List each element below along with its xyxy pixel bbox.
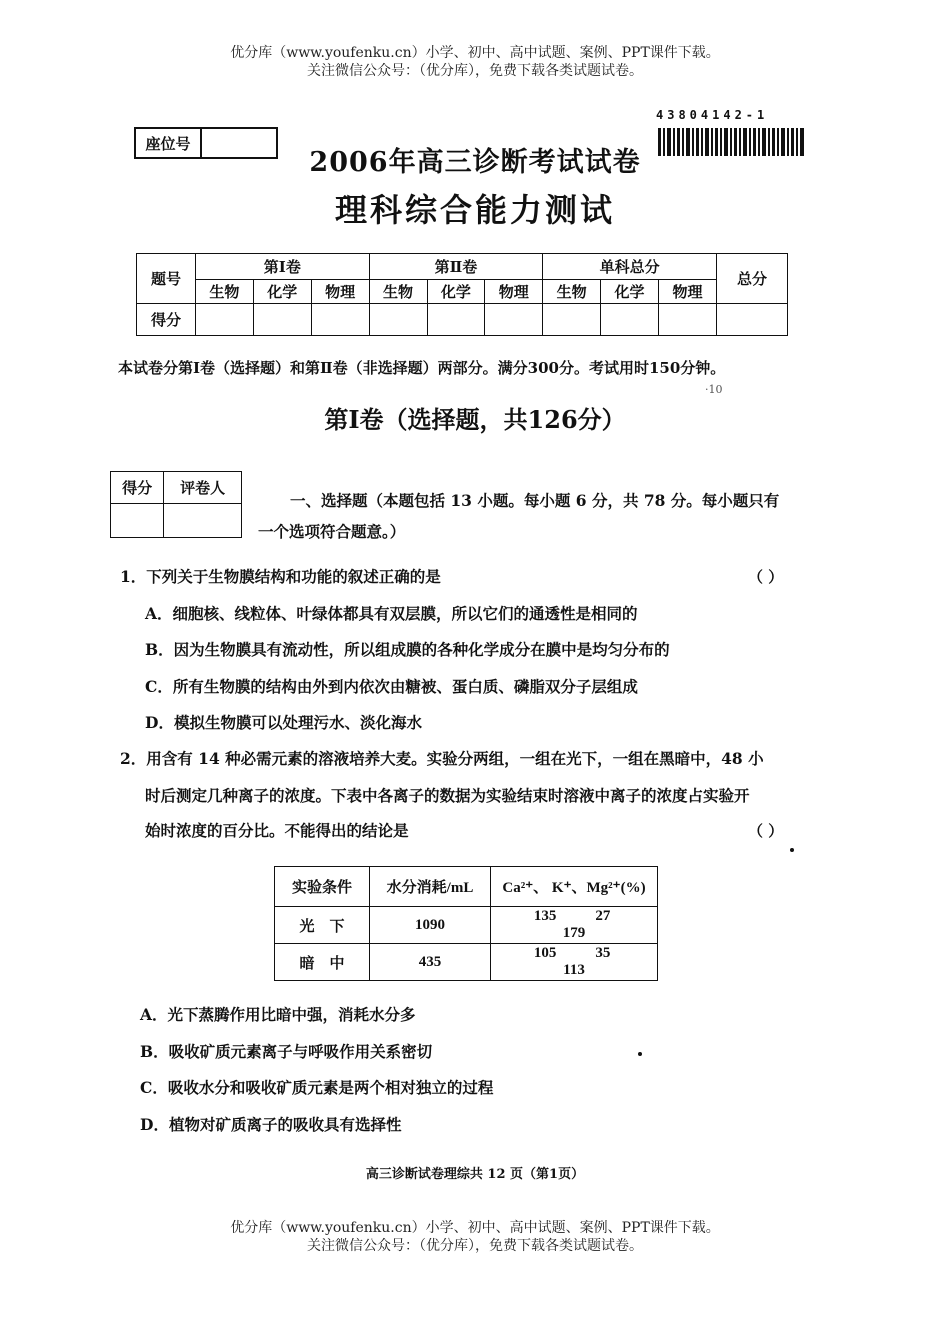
- part-one-desc-line2: 一个选项符合题意。）: [258, 522, 406, 541]
- section-title: 第Ⅰ卷（选择题，共126分）: [324, 405, 626, 434]
- subject-header: 物理: [659, 280, 717, 304]
- question-2-option-d: D．植物对矿质离子的吸收具有选择性: [140, 1115, 402, 1134]
- water-cell: 435: [370, 944, 491, 981]
- score-cell[interactable]: [659, 304, 717, 336]
- site-header-line1: 优分库（www.youfenku.cn）小学、初中、高中试题、案例、PPT课件下载。: [230, 45, 720, 61]
- ca-value: 135: [533, 908, 557, 924]
- margin-mark: ·10: [705, 383, 723, 396]
- ion-cell: [491, 944, 658, 981]
- table-row: [275, 944, 658, 981]
- barcode-number: 43804142-1: [656, 108, 769, 122]
- question-2-stem-line3: 始时浓度的百分比。不能得出的结论是: [145, 821, 409, 840]
- group-header-3: 单科总分: [543, 254, 717, 280]
- exam-subtitle: 理科综合能力测试: [334, 191, 615, 229]
- question-1-option-d: D．模拟生物膜可以处理污水、淡化海水: [145, 713, 422, 732]
- exam-title: 2006年高三诊断考试试卷: [309, 147, 641, 178]
- speck-mark: [638, 1052, 642, 1056]
- table-header: 实验条件: [275, 867, 370, 907]
- subject-header: 物理: [311, 280, 369, 304]
- mg-value: 113: [563, 962, 585, 978]
- score-cell[interactable]: [196, 304, 254, 336]
- site-footer-line1: 优分库（www.youfenku.cn）小学、初中、高中试题、案例、PPT课件下载。: [230, 1220, 720, 1236]
- subject-header: 生物: [196, 280, 254, 304]
- total-header: 总分: [717, 254, 788, 304]
- group-header-2: 第Ⅱ卷: [369, 254, 543, 280]
- ion-cell: [491, 907, 658, 944]
- site-footer-line2: 关注微信公众号：（优分库），免费下载各类试题试卷。: [307, 1238, 643, 1254]
- score-cell[interactable]: [601, 304, 659, 336]
- table-header: 水分消耗/mL: [370, 867, 491, 907]
- subject-header: 化学: [253, 280, 311, 304]
- exam-instructions: 本试卷分第Ⅰ卷（选择题）和第Ⅱ卷（非选择题）两部分。满分300分。考试用时150分钟。: [118, 359, 726, 377]
- grader-table: [110, 471, 242, 538]
- score-cell[interactable]: [543, 304, 601, 336]
- subject-header: 生物: [543, 280, 601, 304]
- part-one-desc-line1: 一、选择题（本题包括 13 小题。每小题 6 分，共 78 分。每小题只有: [290, 491, 780, 510]
- question-2-stem-line2: 时后测定几种离子的浓度。下表中各离子的数据为实验结束时溶液中离子的浓度占实验开: [145, 786, 750, 805]
- site-header-line2: 关注微信公众号：（优分库），免费下载各类试题试卷。: [307, 63, 643, 79]
- k-value: 27: [595, 908, 611, 924]
- speck-mark: [790, 848, 794, 852]
- score-table-row-label: 题号: [137, 254, 196, 304]
- page-footer: 高三诊断试卷理综共 12 页（第1页）: [365, 1167, 585, 1182]
- subject-header: 物理: [485, 280, 543, 304]
- question-1-answer-blank[interactable]: （ ）: [748, 568, 784, 586]
- grader-score-cell[interactable]: [111, 504, 164, 538]
- grader-name-label: 评卷人: [164, 472, 242, 504]
- condition-cell: 暗 中: [275, 944, 370, 981]
- question-2-option-b: B．吸收矿质元素离子与呼吸作用关系密切: [140, 1042, 433, 1061]
- subject-header: 化学: [427, 280, 485, 304]
- question-2-option-c: C．吸收水分和吸收矿质元素是两个相对独立的过程: [140, 1078, 494, 1097]
- score-cell[interactable]: [427, 304, 485, 336]
- group-header-1: 第Ⅰ卷: [196, 254, 370, 280]
- question-2-stem-line1: 2．用含有 14 种必需元素的溶液培养大麦。实验分两组，一组在光下，一组在黑暗中，48 小: [120, 749, 764, 768]
- subject-header: 生物: [369, 280, 427, 304]
- score-cell[interactable]: [253, 304, 311, 336]
- seat-number-label: 座位号: [136, 129, 202, 157]
- ca-value: 105: [533, 945, 557, 961]
- score-table: [136, 253, 788, 336]
- total-score-cell[interactable]: [717, 304, 788, 336]
- water-cell: 1090: [370, 907, 491, 944]
- grader-score-label: 得分: [111, 472, 164, 504]
- grader-name-cell[interactable]: [164, 504, 242, 538]
- score-cell[interactable]: [311, 304, 369, 336]
- table-row: [275, 907, 658, 944]
- question-2-answer-blank[interactable]: （ ）: [748, 822, 784, 840]
- condition-cell: 光 下: [275, 907, 370, 944]
- score-cell[interactable]: [369, 304, 427, 336]
- score-row-label: 得分: [137, 304, 196, 336]
- question-1-option-a: A．细胞核、线粒体、叶绿体都具有双层膜，所以它们的通透性是相同的: [145, 604, 638, 623]
- question-1-stem: 1．下列关于生物膜结构和功能的叙述正确的是: [120, 567, 441, 586]
- mg-value: 179: [562, 925, 586, 941]
- question-1-option-b: B．因为生物膜具有流动性，所以组成膜的各种化学成分在膜中是均匀分布的: [145, 640, 670, 659]
- k-value: 35: [595, 945, 611, 961]
- ion-data-table: [274, 866, 658, 981]
- score-cell[interactable]: [485, 304, 543, 336]
- subject-header: 化学: [601, 280, 659, 304]
- question-1-option-c: C．所有生物膜的结构由外到内依次由糖被、蛋白质、磷脂双分子层组成: [145, 677, 638, 696]
- question-2-option-a: A．光下蒸腾作用比暗中强，消耗水分多: [140, 1005, 416, 1024]
- table-header: Ca²⁺、 K⁺、Mg²⁺(%): [491, 867, 658, 907]
